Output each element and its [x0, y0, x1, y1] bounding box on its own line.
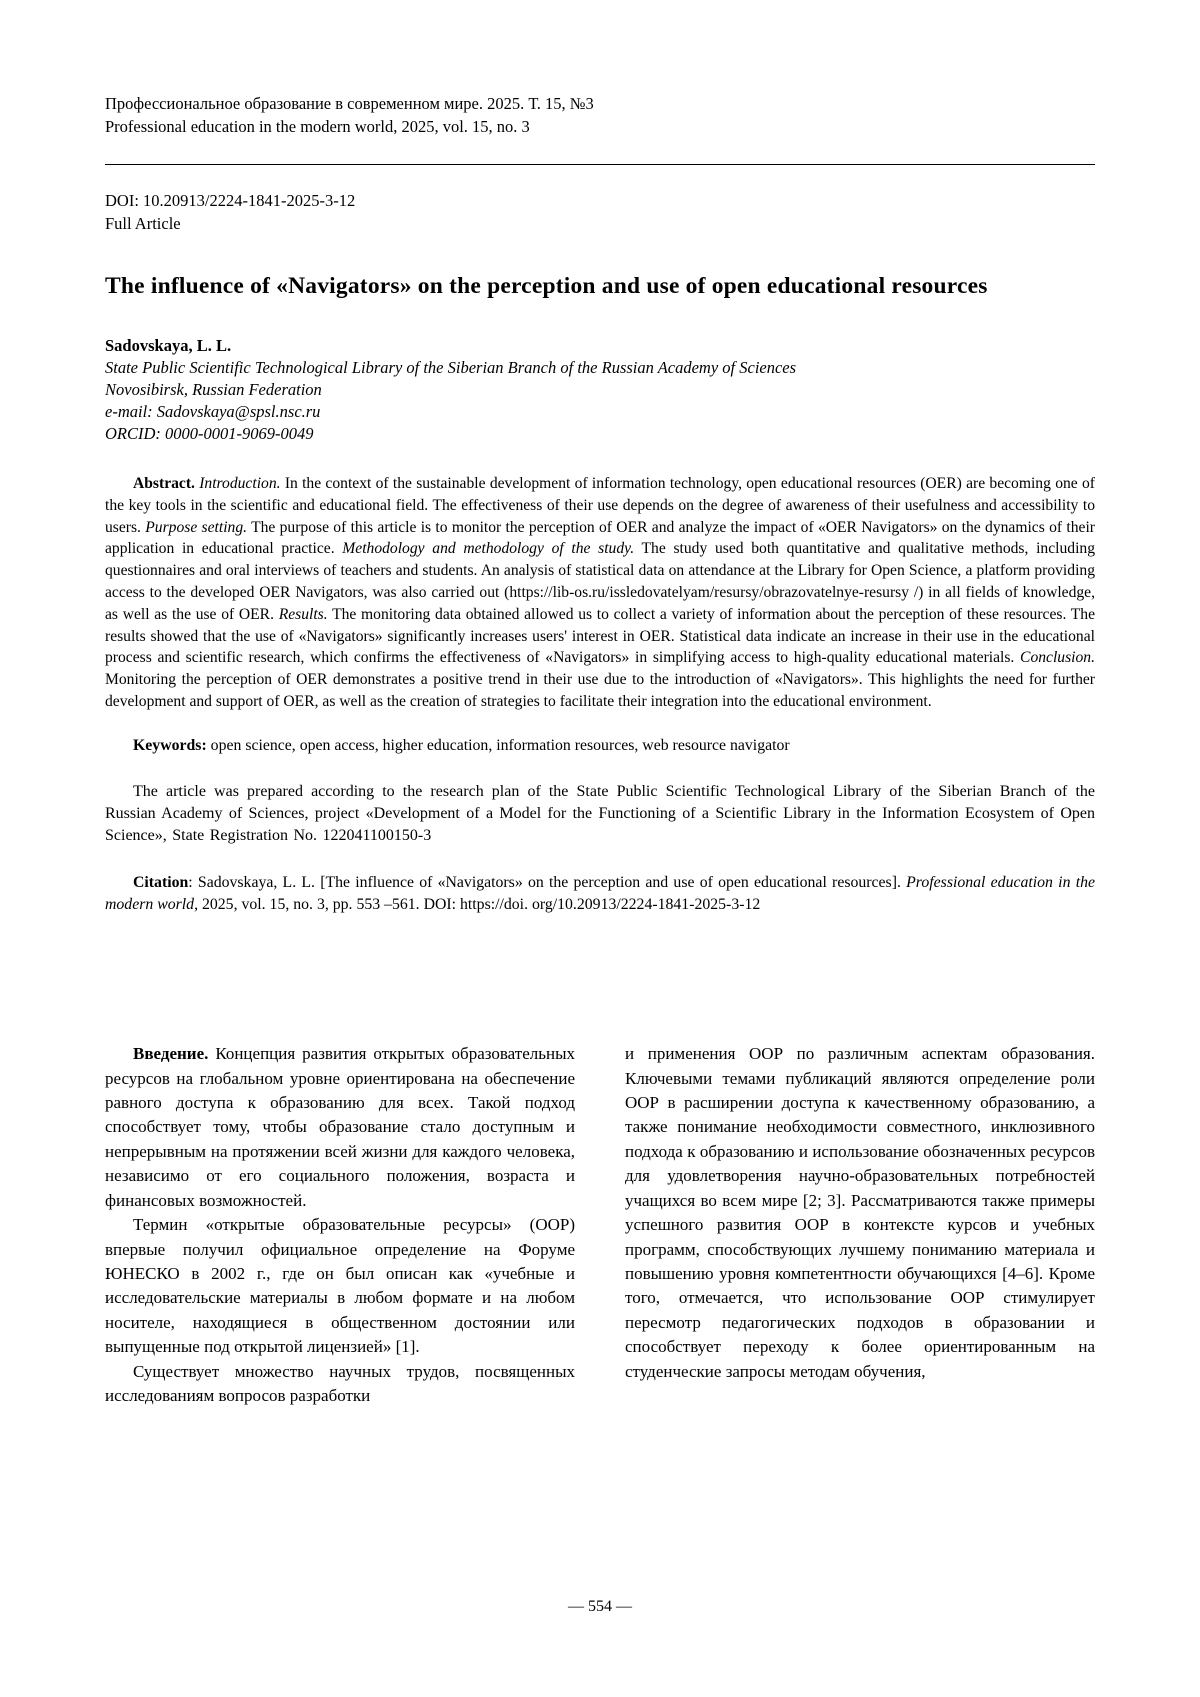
abstract-results-text: The monitoring data obtained allowed us to collect a variety of information about the perception of these resources. The results showed that the use of «Navigators» significantly increases users' interest in OER. Statistical data indicate an increase in their use in the educational process and scientific research, which confirms the effectiveness of «Navigators» in simplifying access to high-quality educational materials.	[105, 605, 1096, 667]
two-column-body	[105, 1042, 1095, 1408]
abstract-method-label: Methodology and methodology of the study.	[342, 540, 635, 558]
abstract-results-label: Results.	[278, 605, 328, 623]
journal-title-en: Professional education in the modern world, 2025, vol. 15, no. 3	[105, 117, 530, 136]
abstract-paragraph	[105, 473, 1095, 713]
author-affiliation: State Public Scientific Technological Library of the Siberian Branch of the Russian Academy of Sciences	[105, 358, 797, 377]
body-paragraph-2: Термин «открытые образовательные ресурсы» (ООР) впервые получил официальное определение на Форуме ЮНЕСКО в 2002 г., где он был описан как «учебные и исследовательские материалы в любом формате и на любом носителе, находящиеся в общественном достоянии или выпущенные под открытой лицензией» [1].	[105, 1215, 575, 1357]
left-column	[105, 1042, 575, 1408]
citation-post-italic: 2025, vol. 15, no. 3, pp. 553 –561. DOI: https://doi. org/10.20913/2224-1841-2025-3-12	[198, 895, 761, 913]
author-email: e-mail: Sadovskaya@spsl.nsc.ru	[105, 402, 321, 421]
abstract-intro-label: Introduction.	[199, 475, 281, 492]
keywords-line	[105, 735, 1095, 757]
header-divider-rule	[105, 164, 1095, 165]
abstract-conclusion-label: Conclusion.	[1020, 649, 1095, 667]
funding-note: The article was prepared according to the research plan of the State Public Scientific Technological Library of the Siberian Branch of the Russian Academy of Sciences, project «Development of a Model for the Functioning of a Scientific Library in the Information Ecosystem of Open Science», State Registration No. 122041100150-3	[105, 782, 1095, 845]
doi-line: DOI: 10.20913/2224-1841-2025-3-12	[105, 191, 356, 210]
abstract-conclusion-text: Monitoring the perception of OER demonstrates a positive trend in their use due to the introduction of «Navigators». This highlights the need for further development and support of OER, as well as the creation of strategies to facilitate their integration into the educational environment.	[105, 671, 1095, 710]
citation-label: Citation	[133, 873, 189, 891]
article-type-label: Full Article	[105, 214, 181, 233]
abstract-purpose-text: The purpose of this article is to monitor the perception of OER and analyze the impact of «OER Navigators» on the dynamics of their application in educational practice.	[105, 518, 1095, 558]
abstract-method-text: The study used both quantitative and qualitative methods, including questionnaires and oral interviews of teachers and students. An analysis of statistical data on attendance at the Library for Open Science, a platform providing access to the developed OER Navigators, was also carried out (https://lib-os.ru/issledovatelyam/resursy/obrazovatelnye-resursy /) in all fields of knowledge, as well as the use of OER.	[105, 540, 1095, 623]
body-paragraph-3-continuation: и применения ООР по различным аспектам образования. Ключевыми темами публикаций являются определение роли ООР в расширении доступа к качественному образованию, а также понимание необходимости совместного, инклюзивного подхода к образованию и использование обозначенных ресурсов для удовлетворения научно-образовательных потребностей учащихся во всем мире [2; 3]. Рассматриваются также примеры успешного развития ООР в контексте курсов и учебных программ, способствующих лучшему пониманию материала и повышению уровня компетентности обучающихся [4–6]. Кроме того, отмечается, что использование ООР стимулирует пересмотр педагогических подходов в образовании и способствует переходу к более ориентированным на студенческие запросы методам обучения,	[625, 1044, 1095, 1381]
author-block	[105, 335, 1095, 445]
intro-paragraph-text: Концепция развития открытых образовательных ресурсов на глобальном уровне ориентирована на обеспечение равного доступа к образованию для всех. Такой подход способствует тому, чтобы образование стало доступным и непрерывным на протяжении всей жизни для каждого человека, независимо от его социального положения, возраста и финансовых возможностей.	[105, 1044, 576, 1210]
citation-journal-italic: Professional education in the modern world,	[105, 873, 1095, 913]
abstract-purpose-label: Purpose setting.	[145, 518, 248, 536]
abstract-heading: Abstract.	[133, 475, 195, 492]
page-number: — 554 —	[568, 1598, 632, 1615]
author-name: Sadovskaya, L. L.	[105, 336, 232, 355]
author-location: Novosibirsk, Russian Federation	[105, 380, 322, 399]
author-orcid: ORCID: 0000-0001-9069-0049	[105, 424, 314, 443]
intro-section-label: Введение.	[133, 1044, 209, 1064]
doi-block	[105, 189, 1095, 235]
intro-paragraph	[105, 1042, 575, 1213]
right-column	[625, 1042, 1095, 1408]
abstract-intro-text: In the context of the sustainable development of information technology, open educational resources (OER) are becoming one of the key tools in the scientific and educational field. The effectiveness of their use depends on the degree of awareness of their usefulness and accessibility to users.	[105, 475, 1095, 536]
body-paragraph-3: Существует множество научных трудов, посвященных исследованиям вопросов разработки	[105, 1361, 575, 1405]
citation-pre-italic: : Sadovskaya, L. L. [The influence of «Navigators» on the perception and use of open educational resources].	[188, 873, 907, 891]
keywords-label: Keywords:	[133, 736, 207, 754]
journal-title-ru: Профессиональное образование в современном мире. 2025. Т. 15, №3	[105, 94, 594, 113]
citation-note	[105, 872, 1095, 917]
article-title: The influence of «Navigators» on the perception and use of open educational resources	[105, 273, 988, 299]
keywords-text: open science, open access, higher education, information resources, web resource navigator	[210, 736, 790, 754]
journal-header	[105, 92, 1095, 138]
